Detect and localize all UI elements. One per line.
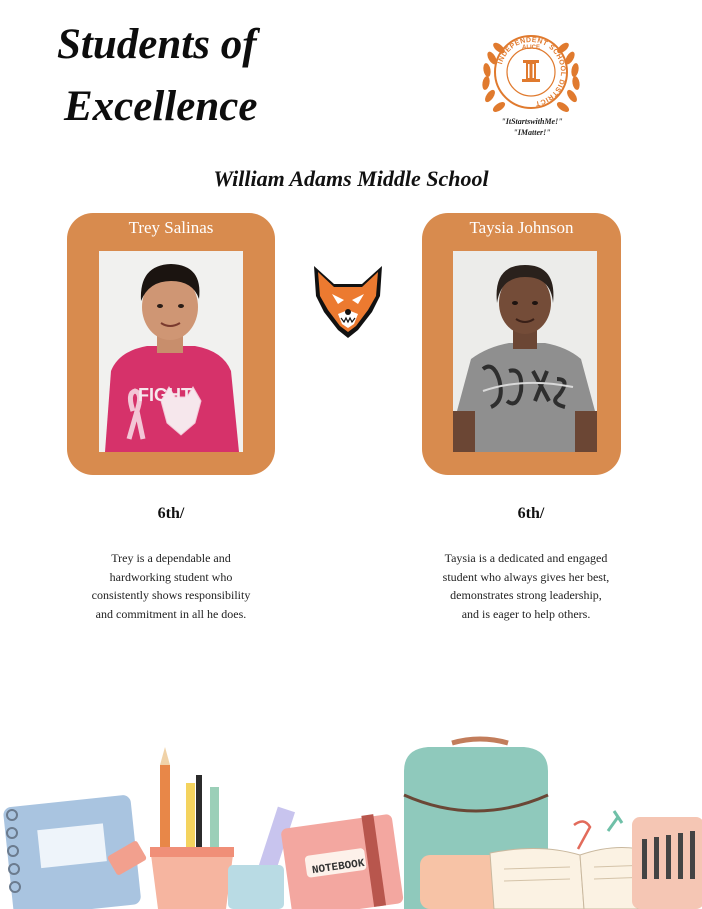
notebook-label: NOTEBOOK bbox=[311, 857, 366, 878]
girl-portrait-icon bbox=[453, 251, 597, 452]
student-photo bbox=[453, 251, 597, 452]
student-photo bbox=[99, 251, 243, 452]
student-description: Trey is a dependable and hardworking student who consistently shows responsibility and commitment in all he does. bbox=[91, 551, 251, 621]
pencil-cup-icon bbox=[150, 747, 234, 909]
student-card-taysia bbox=[422, 213, 621, 475]
seal-motto bbox=[470, 116, 594, 138]
student-grade: 6th/ bbox=[517, 505, 545, 522]
pink-notebook-icon bbox=[280, 814, 403, 909]
title-line-1: Students of bbox=[57, 21, 257, 68]
motto-line-2: "IMatter!" bbox=[513, 128, 551, 137]
student-card-trey bbox=[67, 213, 275, 475]
school-supplies-illustration bbox=[0, 735, 702, 909]
pencil-box-icon bbox=[632, 817, 702, 909]
title-line-2: Excellence bbox=[64, 83, 258, 130]
student-description: Taysia is a dedicated and engaged student who always gives her best, demonstrates strong leadership, and is eager to help others. bbox=[442, 551, 610, 621]
seal-top-text: ALICE bbox=[522, 45, 540, 51]
shirt-text: FIGHT bbox=[138, 385, 192, 405]
motto-line-1: "ItStartswithMe!" bbox=[501, 117, 563, 126]
page-title bbox=[57, 14, 257, 138]
school-name: William Adams Middle School bbox=[213, 166, 489, 191]
student-name: Trey Salinas bbox=[128, 218, 214, 237]
seal-ring-text: INDEPENDENT SCHOOL DISTRICT bbox=[497, 36, 567, 107]
fox-mascot-icon bbox=[308, 262, 388, 340]
student-grade: 6th/ bbox=[157, 505, 185, 522]
boy-portrait-icon bbox=[99, 251, 243, 452]
student-name: Taysia Johnson bbox=[469, 218, 574, 237]
